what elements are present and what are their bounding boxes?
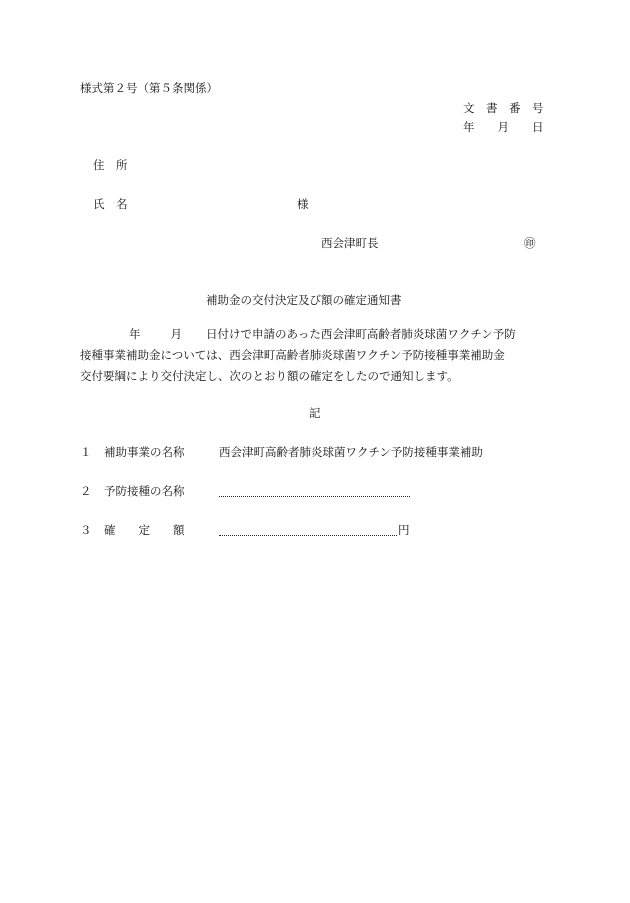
body-year: 年	[129, 327, 141, 341]
body-line-1-text: 日付けで申請のあった西会津町高齢者肺炎球菌ワクチン予防	[206, 327, 516, 341]
ki-heading: 記	[309, 406, 321, 420]
form-number-label: 様式第２号（第５条関係）	[80, 81, 218, 95]
document-number-label: 文 書 番 号	[463, 101, 544, 115]
item-3-number: ３	[80, 523, 92, 537]
name-label: 氏 名	[93, 197, 128, 211]
date-label: 年 月 日	[463, 120, 544, 134]
item-1-label: 補助事業の名称	[104, 445, 185, 459]
item-2-number: ２	[80, 484, 92, 498]
body-line-3: 交付要綱により交付決定し、次のとおり額の確定をしたので通知します。	[80, 369, 459, 383]
item-1-number: １	[80, 445, 92, 459]
address-label: 住 所	[93, 158, 128, 172]
item-1-value: 西会津町高齢者肺炎球菌ワクチン予防接種事業補助	[219, 445, 483, 459]
body-month: 月	[170, 327, 182, 341]
issuer-label: 西会津町長	[321, 236, 379, 250]
document-title: 補助金の交付決定及び額の確定通知書	[206, 293, 402, 307]
item-3-unit: 円	[398, 523, 410, 537]
item-2-fill-line	[219, 495, 410, 497]
item-2-label: 予防接種の名称	[104, 484, 185, 498]
body-line-2: 接種事業補助金については、西会津町高齢者肺炎球菌ワクチン予防接種事業補助金	[80, 348, 505, 362]
seal-mark: ㊞	[524, 236, 536, 250]
item-3-fill-line	[219, 534, 397, 536]
item-3-label: 確 定 額	[104, 523, 185, 537]
honorific-label: 様	[297, 197, 309, 211]
body-paragraph	[80, 324, 552, 387]
body-line-1	[80, 324, 552, 345]
